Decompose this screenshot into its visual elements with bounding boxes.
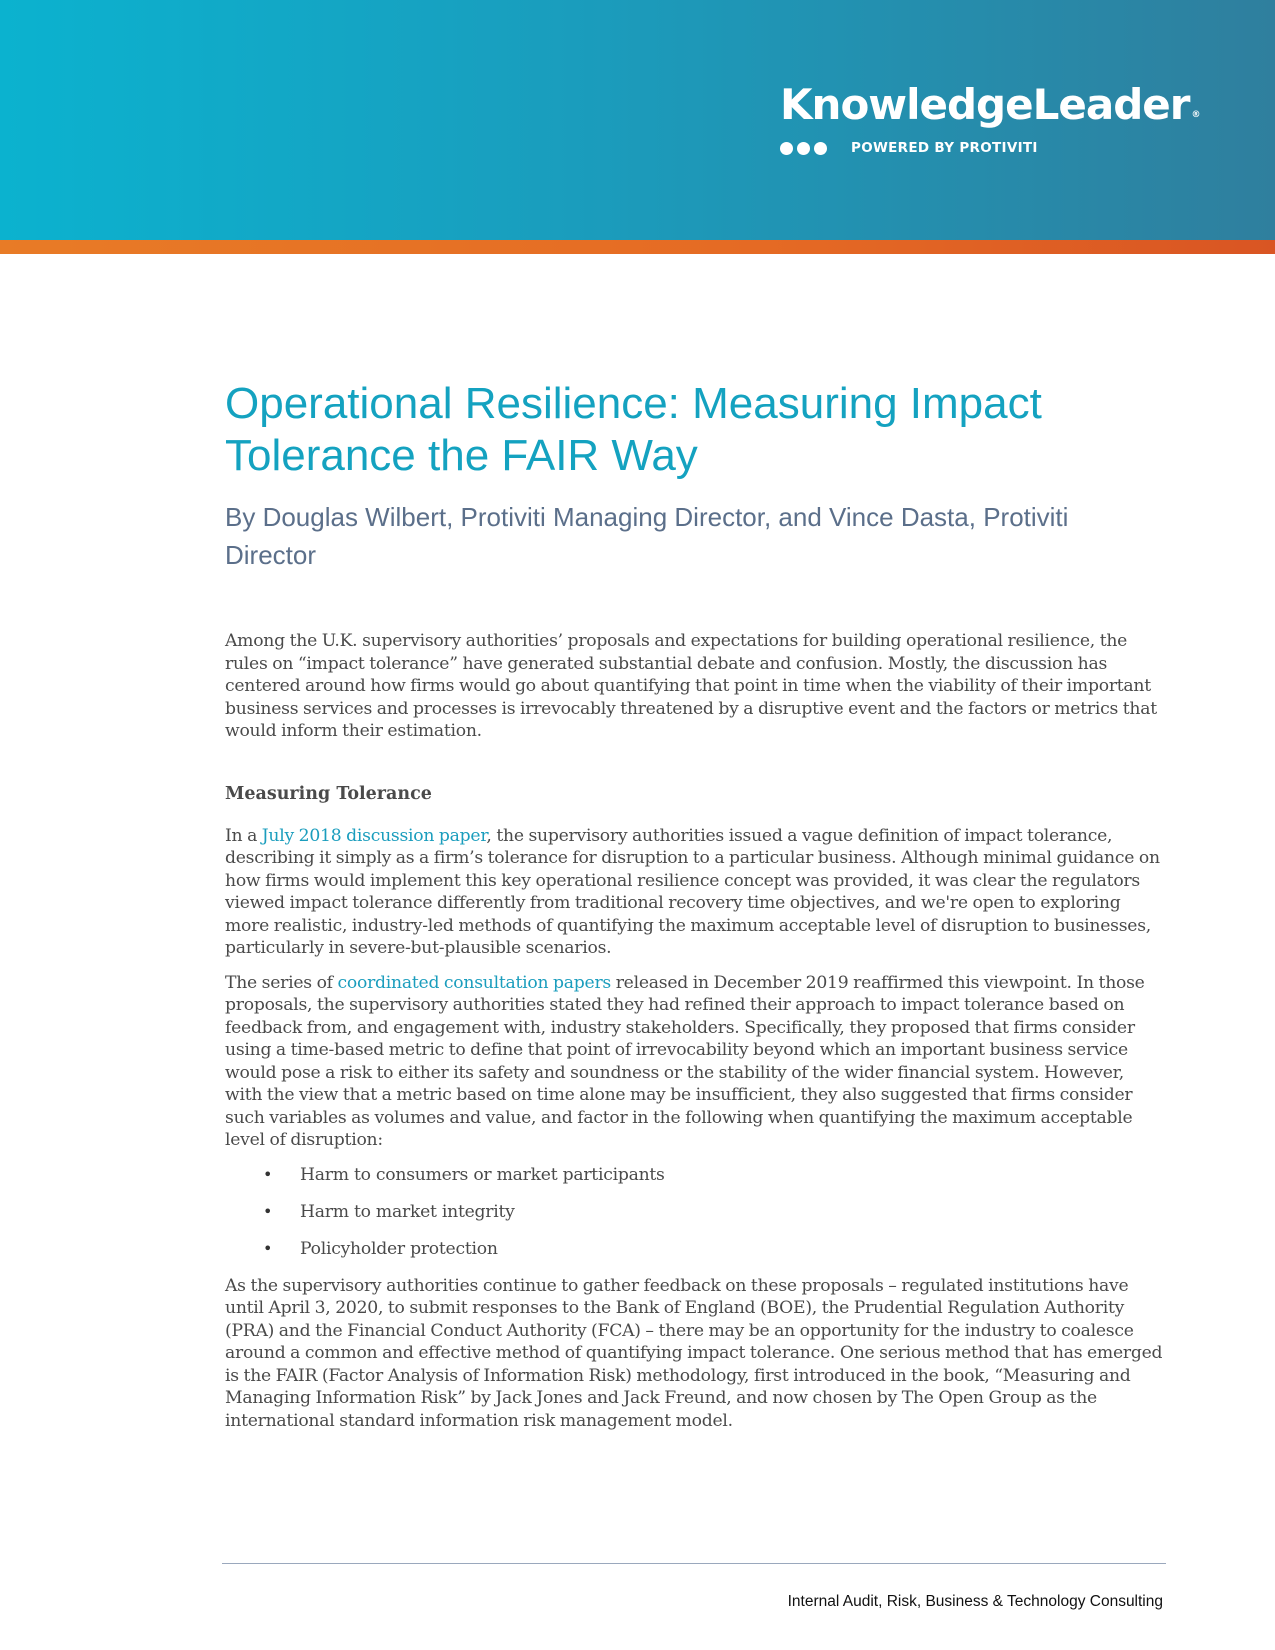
footer-divider — [222, 1563, 1166, 1564]
list-item: • Policyholder protection — [263, 1238, 498, 1259]
bullet-icon: • — [263, 1238, 273, 1258]
brand-tagline: POWERED BY PROTIVITI — [851, 140, 1038, 156]
article-byline: By Douglas Wilbert, Protiviti Managing Director, and Vince Dasta, Protiviti Director — [225, 502, 1069, 570]
registered-mark: ® — [1191, 110, 1200, 120]
discussion-paper-link[interactable]: July 2018 discussion paper — [261, 825, 487, 846]
intro-paragraph: Among the U.K. supervisory authorities’ proposals and expectations for building operational resilience, the rules on “impact tolerance” have generated substantial debate and confusion. Mostly, the discussion has centered around how firms would go about quantifying that point in time when the viability of their important business services and processes is irrevocably threatened by a disruptive event and the factors or metrics that would inform their estimation. — [225, 631, 1157, 741]
paragraph-discussion-paper: In a July 2018 discussion paper, the supervisory authorities issued a vague definition of impact tolerance, describing it simply as a firm’s tolerance for disruption to a particular business. Although minimal guidance on how firms would implement this key operational resilience concept was provided, it was clear the regulators viewed impact tolerance differently from traditional recovery time objectives, and we're open to exploring more realistic, industry-led methods of quantifying the maximum acceptable level of disruption to businesses, particularly in severe-but-plausible scenarios. — [225, 825, 1160, 958]
footer-text: Internal Audit, Risk, Business & Technology Consulting — [787, 1593, 1163, 1610]
knowledgeleader-logo[interactable] — [780, 80, 1199, 156]
bullet-icon: • — [263, 1201, 273, 1221]
section-heading: Measuring Tolerance — [225, 783, 432, 804]
factor-list — [225, 1164, 1165, 1275]
paragraph-consultation-papers: The series of coordinated consultation papers released in December 2019 reaffirmed this viewpoint. In those proposals, the supervisory authorities stated they had refined their approach to impact tolerance based on feedback from, and engagement with, industry stakeholders. Specifically, they proposed that firms consider using a time-based metric to define that point of irrevocability beyond which an important business service would pose a risk to either its safety and soundness or the stability of the wider financial system. However, with the view that a metric based on time alone may be insufficient, they also suggested that firms consider such variables as volumes and value, and factor in the following when quantifying the maximum acceptable level of disruption: — [225, 972, 1145, 1150]
paragraph-fair-method: As the supervisory authorities continue to gather feedback on these proposals – regulated institutions have until April 3, 2020, to submit responses to the Bank of England (BOE), the Prudential Regulation Authority (PRA) and the Financial Conduct Authority (FCA) – there may be an opportunity for the industry to coalesce around a common and effective method of quantifying impact tolerance. One serious method that has emerged is the FAIR (Factor Analysis of Information Risk) methodology, first introduced in the book, “Measuring and Managing Information Risk” by Jack Jones and Jack Freund, and now chosen by The Open Group as the international standard information risk management model. — [225, 1275, 1163, 1431]
logo-dots-icon — [780, 142, 827, 155]
article-title: Operational Resilience: Measuring Impact Tolerance the FAIR Way — [225, 379, 1042, 480]
header-accent-bar — [0, 240, 1275, 254]
consultation-papers-link[interactable]: coordinated consultation papers — [337, 972, 611, 993]
bullet-icon: • — [263, 1164, 273, 1184]
list-item: • Harm to consumers or market participants — [263, 1164, 665, 1185]
brand-name: KnowledgeLeader — [780, 80, 1190, 129]
article-body — [225, 378, 1165, 1432]
list-item: • Harm to market integrity — [263, 1201, 515, 1222]
